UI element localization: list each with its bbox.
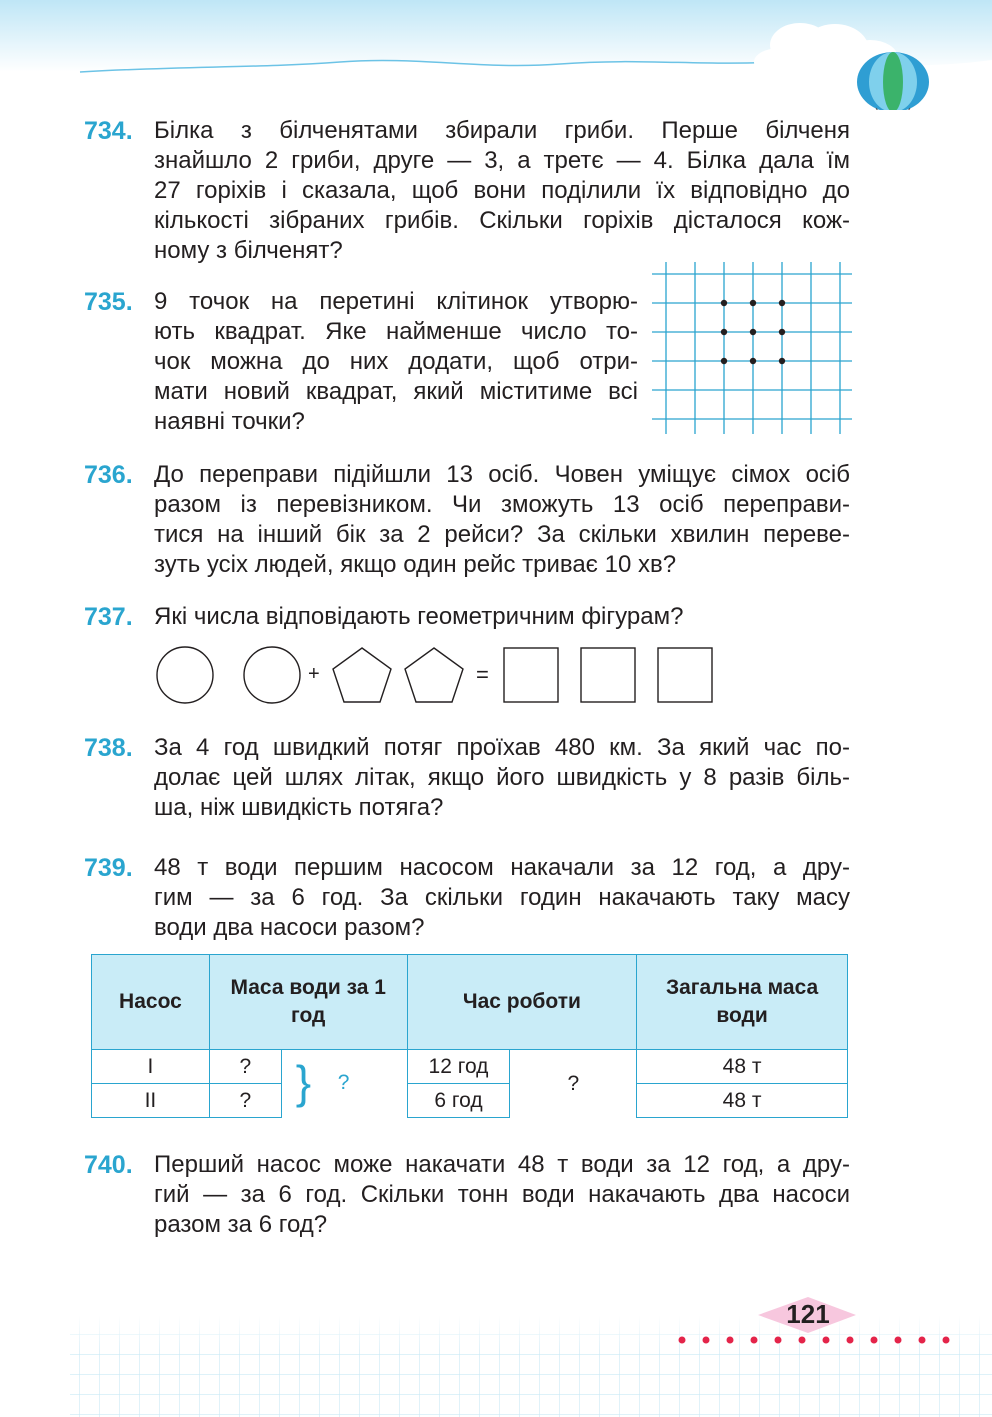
header-sky-decoration bbox=[0, 0, 992, 110]
mass-cell: ? bbox=[209, 1050, 281, 1084]
square-shape bbox=[658, 648, 712, 702]
problem-text bbox=[154, 1150, 850, 1240]
problem-text bbox=[154, 733, 850, 823]
problem-number: 739. bbox=[84, 854, 133, 882]
grid-dot bbox=[750, 358, 756, 364]
text-line: Перший насос може накачати 48 т води за 12 год, а дру- bbox=[154, 1151, 850, 1178]
text-line: мати новий квадрат, який міститиме всі bbox=[154, 378, 638, 405]
text-line: До переправи підійшли 13 осіб. Човен уміщує сімох осіб bbox=[154, 461, 850, 488]
plus-sign: + bbox=[308, 663, 320, 685]
grid-dot bbox=[779, 300, 785, 306]
problem-number: 736. bbox=[84, 461, 133, 489]
text-line: кількості зібраних грибів. Скільки горіхів дісталося кож- bbox=[154, 207, 850, 234]
table-header-row bbox=[92, 955, 848, 1050]
grid-dot bbox=[721, 329, 727, 335]
grid-dot bbox=[779, 358, 785, 364]
pump-cell: II bbox=[92, 1084, 210, 1118]
problem-734 bbox=[84, 116, 854, 266]
circle-shape bbox=[244, 647, 300, 703]
text-line: разом із перевізником. Чи зможуть 13 осіб переправи- bbox=[154, 491, 850, 518]
text-line: наявні точки? bbox=[154, 408, 305, 435]
text-line: долає цей шлях літак, якщо його швидкість у 8 разів біль- bbox=[154, 764, 850, 791]
text-line: гий — за 6 год. Скільки тонн води накачають два насоси bbox=[154, 1181, 850, 1208]
problem-738 bbox=[84, 733, 854, 823]
problem-number: 737. bbox=[84, 603, 133, 631]
pumps-table bbox=[91, 954, 848, 1118]
table-row bbox=[92, 1050, 848, 1084]
pump-cell: I bbox=[92, 1050, 210, 1084]
header-cell: Загальна маса води bbox=[637, 955, 848, 1050]
pentagon-shape bbox=[405, 648, 463, 702]
text-line: За 4 год швидкий потяг проїхав 480 км. За який час по- bbox=[154, 734, 850, 761]
problem-text bbox=[154, 116, 850, 266]
time-question-cell: ? bbox=[510, 1050, 637, 1118]
header-cell: Маса води за 1 год bbox=[209, 955, 407, 1050]
problem-number: 735. bbox=[84, 288, 133, 316]
brace-cell bbox=[281, 1050, 407, 1118]
mass-cell: ? bbox=[209, 1084, 281, 1118]
text-line: ють квадрат. Яке найменше число то- bbox=[154, 318, 638, 345]
problem-737 bbox=[84, 602, 854, 632]
problem-number: 734. bbox=[84, 117, 133, 145]
text-line: ша, ніж швидкість потяга? bbox=[154, 794, 444, 821]
grid-dot bbox=[721, 300, 727, 306]
problem-number: 738. bbox=[84, 734, 133, 762]
grid-dot bbox=[779, 329, 785, 335]
grid-dot bbox=[721, 358, 727, 364]
problem-740 bbox=[84, 1150, 854, 1240]
hot-air-balloon-icon bbox=[857, 52, 929, 110]
text-line: разом за 6 год? bbox=[154, 1211, 328, 1238]
problem-text bbox=[154, 853, 850, 943]
grid-dot bbox=[750, 300, 756, 306]
footer-decoration bbox=[0, 1295, 992, 1417]
problem-text bbox=[154, 602, 850, 632]
time-cell: 12 год bbox=[407, 1050, 510, 1084]
header-cell: Час роботи bbox=[407, 955, 637, 1050]
text-line: 48 т води першим насосом накачали за 12 год, а дру- bbox=[154, 854, 850, 881]
problem-text bbox=[154, 460, 850, 580]
square-shape bbox=[504, 648, 558, 702]
shapes-equation bbox=[150, 642, 720, 706]
square-shape bbox=[581, 648, 635, 702]
problem-text bbox=[154, 287, 638, 437]
text-line: зуть усіх людей, якщо один рейс триває 10 хв? bbox=[154, 551, 677, 578]
problem-739 bbox=[84, 853, 854, 943]
text-line: чок можна до них додати, щоб отри- bbox=[154, 348, 638, 375]
dot-grid-figure bbox=[652, 262, 852, 434]
text-line: 27 горіхів і сказала, щоб вони поділили їх відповідно до bbox=[154, 177, 850, 204]
text-line: Які числа відповідають геометричним фігурам? bbox=[154, 603, 684, 630]
total-cell: 48 т bbox=[637, 1084, 848, 1118]
brace-icon: } bbox=[295, 1056, 312, 1108]
pentagon-shape bbox=[333, 648, 391, 702]
time-cell: 6 год bbox=[407, 1084, 510, 1118]
text-line: гим — за 6 год. За скільки годин накачають таку масу bbox=[154, 884, 850, 911]
circle-shape bbox=[157, 647, 213, 703]
problem-number: 740. bbox=[84, 1151, 133, 1179]
total-cell: 48 т bbox=[637, 1050, 848, 1084]
text-line: Білка з білченятами збирали гриби. Перше білченя bbox=[154, 117, 850, 144]
table-row bbox=[92, 1084, 848, 1118]
text-line: 9 точок на перетині клітинок утворю- bbox=[154, 288, 638, 315]
text-line: ному з білченят? bbox=[154, 237, 343, 264]
page-number: 121 bbox=[786, 1299, 830, 1329]
text-line: тися на інший бік за 2 рейси? За скільки хвилин переве- bbox=[154, 521, 850, 548]
brace-question: ? bbox=[337, 1071, 350, 1094]
header-cell: Насос bbox=[92, 955, 210, 1050]
equals-sign: = bbox=[476, 662, 489, 687]
problem-736 bbox=[84, 460, 854, 580]
text-line: води два насоси разом? bbox=[154, 914, 425, 941]
grid-dot bbox=[750, 329, 756, 335]
text-line: знайшло 2 гриби, друге — 3, а третє — 4. Білка дала їм bbox=[154, 147, 850, 174]
